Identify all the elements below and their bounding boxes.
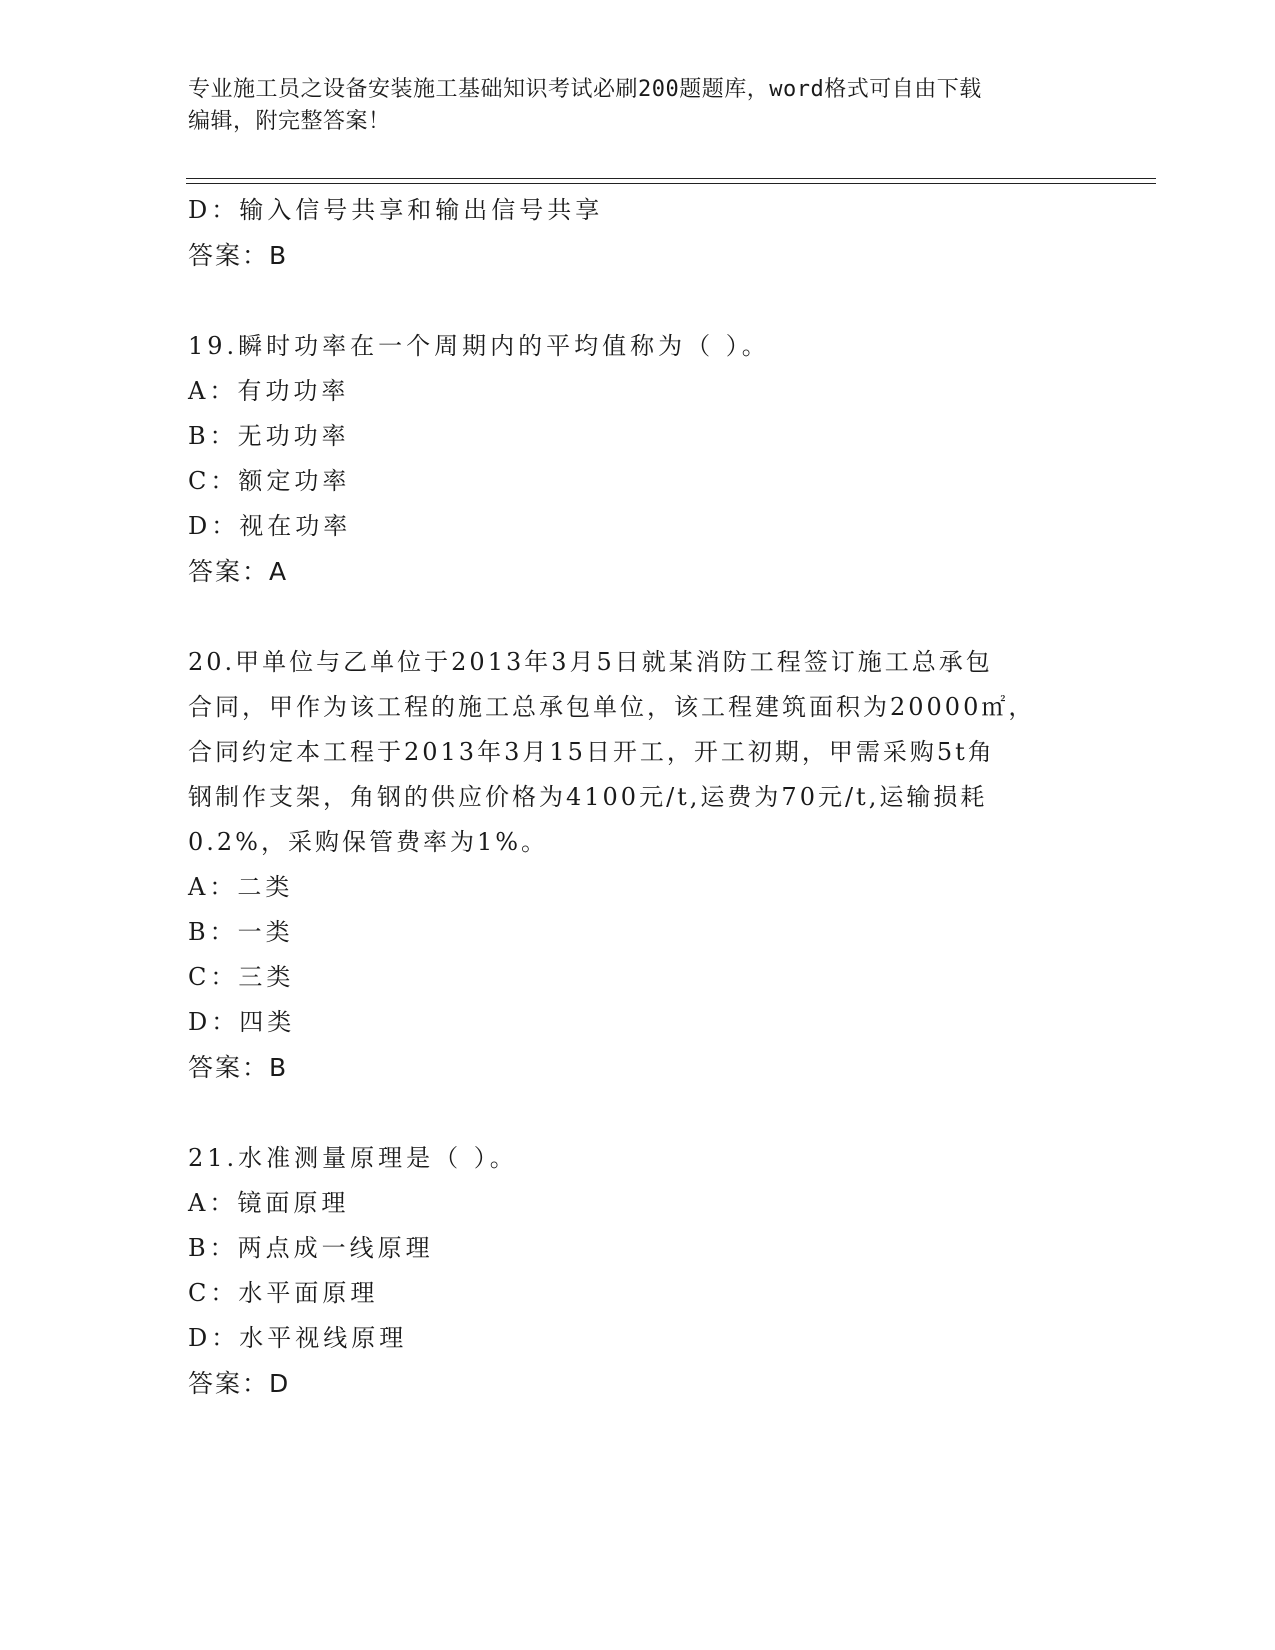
answer: 答案：A	[188, 557, 289, 586]
answer: 答案：B	[188, 1053, 289, 1082]
document-header	[188, 74, 1088, 138]
header-divider-bottom	[186, 183, 1156, 184]
option-b: B：无功功率	[188, 422, 350, 450]
answer: 答案：D	[188, 1369, 291, 1398]
option-b: B：一类	[188, 918, 294, 946]
option-c: C：额定功率	[188, 467, 351, 495]
header-title-line-1: 专业施工员之设备安装施工基础知识考试必刷200题题库，word格式可自由下载	[188, 77, 982, 102]
stem-line: 钢制作支架，角钢的供应价格为4100元/t,运费为70元/t,运输损耗	[188, 783, 988, 811]
option-b: B：两点成一线原理	[188, 1234, 434, 1262]
option-a: A：镜面原理	[188, 1189, 350, 1217]
question-stem: 19.瞬时功率在一个周期内的平均值称为（ ）。	[188, 332, 770, 360]
option-c: C：三类	[188, 963, 295, 991]
answer: 答案：B	[188, 241, 289, 270]
stem-line: 合同约定本工程于2013年3月15日开工，开工初期，甲需采购5t角	[188, 738, 995, 766]
question-20	[188, 640, 1088, 1091]
stem-line: 0.2%，采购保管费率为1%。	[188, 828, 549, 856]
question-stem	[188, 640, 1088, 865]
option-d: D：输入信号共享和输出信号共享	[188, 196, 604, 224]
stem-line: 20.甲单位与乙单位于2013年3月5日就某消防工程签订施工总承包	[188, 648, 993, 676]
question-stem: 21.水准测量原理是（ ）。	[188, 1144, 518, 1172]
option-d: D：四类	[188, 1008, 296, 1036]
option-d: D：水平视线原理	[188, 1324, 408, 1352]
question-19	[188, 324, 1088, 595]
header-title-line-2: 编辑，附完整答案！	[188, 109, 391, 134]
stem-line: 合同，甲作为该工程的施工总承包单位，该工程建筑面积为20000㎡，	[188, 693, 1036, 721]
question-21	[188, 1136, 1088, 1407]
option-c: C：水平面原理	[188, 1279, 379, 1307]
option-a: A：二类	[188, 873, 294, 901]
option-d: D：视在功率	[188, 512, 352, 540]
question-18-tail	[188, 188, 1088, 279]
question-list	[188, 188, 1088, 1407]
header-divider-top	[186, 178, 1156, 179]
option-a: A：有功功率	[188, 377, 350, 405]
